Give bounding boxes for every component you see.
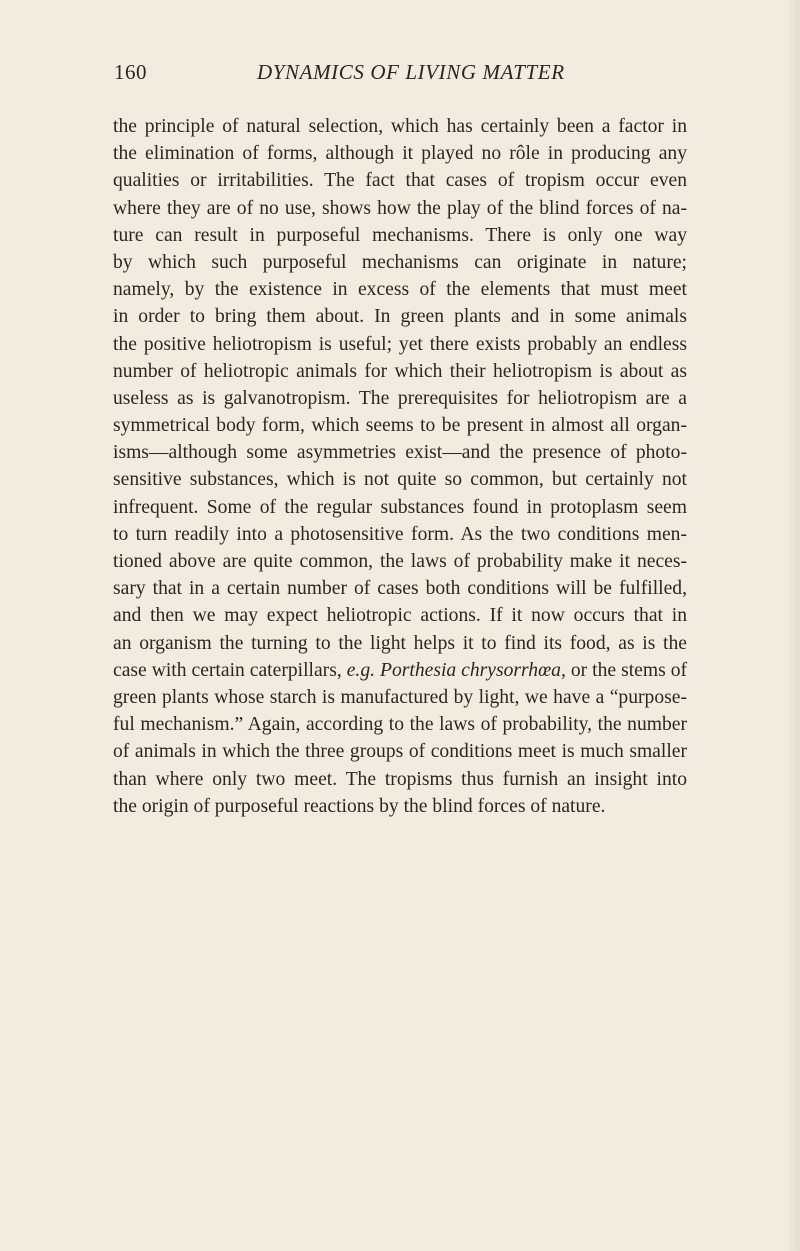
text-line: ful mechanism.” Again, according to the laws of probability, the number	[113, 714, 687, 736]
text-line: number of heliotropic animals for which their heliotropism is about as	[113, 360, 687, 382]
text-line: symmetrical body form, which seems to be present in almost all organ-	[113, 415, 687, 437]
text-line: the principle of natural selection, which has certainly been a factor in	[113, 116, 687, 137]
text-line: qualities or irritabilities. The fact that cases of tropism occur even	[113, 170, 687, 192]
text-line: the positive heliotropism is useful; yet there exists probably an endless	[113, 333, 687, 355]
text-line: and then we may expect heliotropic actions. If it now occurs that in	[113, 605, 687, 627]
running-head	[114, 60, 714, 90]
text-line: sary that in a certain number of cases both conditions will be fulfilled,	[113, 578, 687, 600]
running-title: DYNAMICS OF LIVING MATTER	[257, 60, 565, 84]
text-segment: or the stems of	[565, 659, 688, 681]
text-line: infrequent. Some of the regular substances found in protoplasm seem	[113, 496, 687, 518]
text-line: green plants whose starch is manufactured by light, we have a “purpose-	[113, 686, 687, 708]
text-segment: case with certain caterpillars,	[113, 659, 347, 681]
text-line: the origin of purposeful reactions by the blind forces of nature.	[113, 795, 606, 817]
text-line-mixed	[113, 657, 687, 684]
text-line: the elimination of forms, although it played no rôle in producing any	[113, 143, 687, 165]
text-line: than where only two meet. The tropisms thus furnish an insight into	[113, 768, 687, 790]
text-line: ture can result in purposeful mechanisms. There is only one way	[113, 224, 687, 246]
text-line: tioned above are quite common, the laws of probability make it neces-	[113, 551, 687, 572]
text-line: by which such purposeful mechanisms can originate in nature;	[113, 251, 687, 273]
text-line: of animals in which the three groups of conditions meet is much smaller	[113, 741, 687, 763]
text-line: sensitive substances, which is not quite so common, but certainly not	[113, 469, 687, 491]
text-line: isms—although some asymmetries exist—and the presence of photo-	[113, 442, 687, 464]
italic-species-name: e.g. Porthesia chrysorrhœa,	[346, 659, 566, 681]
text-line: useless as is galvanotropism. The prerequisites for heliotropism are a	[113, 387, 687, 409]
page-edge-shadow	[786, 0, 800, 1251]
body-paragraph	[113, 113, 687, 820]
text-line: where they are of no use, shows how the play of the blind forces of na-	[113, 197, 687, 219]
text-line: to turn readily into a photosensitive form. As the two conditions men-	[113, 523, 687, 545]
page-number: 160	[114, 60, 147, 84]
text-line: an organism the turning to the light helps it to find its food, as is the	[113, 632, 687, 654]
text-line: in order to bring them about. In green plants and in some animals	[113, 306, 687, 328]
text-line: namely, by the existence in excess of the elements that must meet	[113, 279, 687, 301]
